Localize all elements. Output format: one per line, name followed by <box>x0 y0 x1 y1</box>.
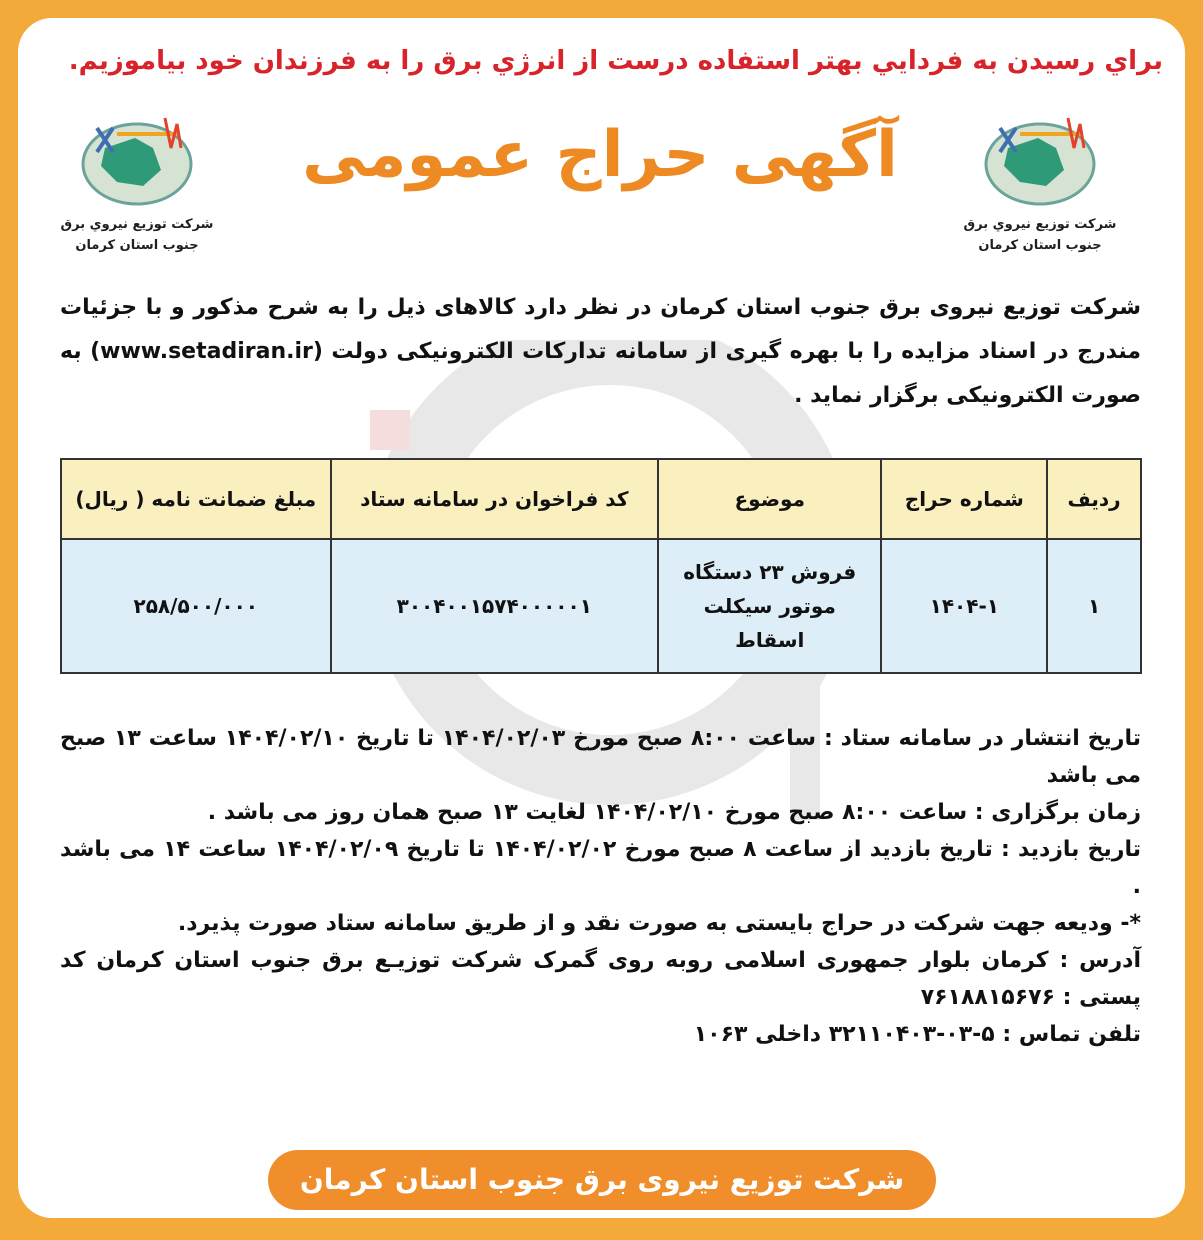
details-section <box>60 720 1141 1053</box>
cell-setad-code: ۳۰۰۴۰۰۱۵۷۴۰۰۰۰۰۱ <box>331 539 659 673</box>
company-emblem-icon <box>77 108 197 208</box>
deposit-text: *- ودیعه جهت شرکت در حراج بایستی به صورت نقد و از طریق سامانه ستاد صورت پذیرد. <box>177 911 1141 936</box>
phone-text: تلفن تماس : ۵-۰۳-۳۲۱۱۰۴۰۳ داخلی ۱۰۶۳ <box>693 1022 1141 1047</box>
address-text: آدرس : کرمان بلوار جمهوری اسلامی روبه روی گمرک شرکت توزیـع برق جنوب استان کرمان کد پستی : ۷۶۱۸۸۱۵۶۷۶ <box>60 948 1141 1010</box>
cell-row-number: ۱ <box>1047 539 1141 673</box>
cell-guarantee-amount: ۲۵۸/۵۰۰/۰۰۰ <box>61 539 331 673</box>
notice-title: آگهی حراج عمومی <box>302 118 898 192</box>
hold-time-text: زمان برگزاری : ساعت ۸:۰۰ صبح مورخ ۱۴۰۴/۰۲/۱۰ لغایت ۱۳ صبح همان روز می باشد . <box>207 800 1141 825</box>
header-subject: موضوع <box>658 459 881 539</box>
header-guarantee-amount: مبلغ ضمانت نامه ( ریال) <box>61 459 331 539</box>
header-row-number: ردیف <box>1047 459 1141 539</box>
auction-table <box>60 458 1142 674</box>
footer-company-name: شرکت توزیع نیروی برق جنوب استان کرمان <box>268 1150 936 1210</box>
cell-auction-number: ۱۴۰۴-۱ <box>881 539 1047 673</box>
header-auction-number: شماره حراج <box>881 459 1047 539</box>
company-logo-right <box>955 108 1125 268</box>
logo-caption-line2: جنوب استان کرمان <box>75 238 199 253</box>
table-header-row <box>61 459 1141 539</box>
publish-date-text: تاریخ انتشار در سامانه ستاد : ساعت ۸:۰۰ صبح مورخ ۱۴۰۴/۰۲/۰۳ تا تاریخ ۱۴۰۴/۰۲/۱۰ ساعت ۱۳ صبح می باشد <box>60 726 1141 788</box>
company-logo-left <box>52 108 222 268</box>
logo-caption-line2: جنوب استان کرمان <box>978 238 1102 253</box>
header-setad-code: کد فراخوان در سامانه ستاد <box>331 459 659 539</box>
subject-line1: فروش ۲۳ دستگاه <box>683 560 857 584</box>
logo-caption-line1: شرکت توزيع نيروي برق <box>963 217 1117 232</box>
subject-line2: موتور سیکلت اسقاط <box>703 594 836 652</box>
logo-caption-line1: شرکت توزيع نيروي برق <box>60 217 214 232</box>
intro-paragraph: شرکت توزیع نیروی برق جنوب استان کرمان در نظر دارد کالاهای ذیل را به شرح مذکور و با جزئیات مندرج در اسناد مزایده را با بهره گیری از سامانه تدارکات الکترونیکی دولت (www.setadiran.ir) به صورت الکترونیکی برگزار نماید . <box>60 295 1141 408</box>
table-row <box>61 539 1141 673</box>
visit-date-text: تاریخ بازدید : تاریخ بازدید از ساعت ۸ صبح مورخ ۱۴۰۴/۰۲/۰۲ تا تاریخ ۱۴۰۴/۰۲/۰۹ ساعت ۱۴ می باشد . <box>60 837 1141 899</box>
company-emblem-icon <box>980 108 1100 208</box>
slogan-text: براي رسيدن به فردايي بهتر استفاده درست از انرژي برق را به فرزندان خود بياموزيم. <box>68 46 1163 76</box>
cell-subject <box>658 539 881 673</box>
